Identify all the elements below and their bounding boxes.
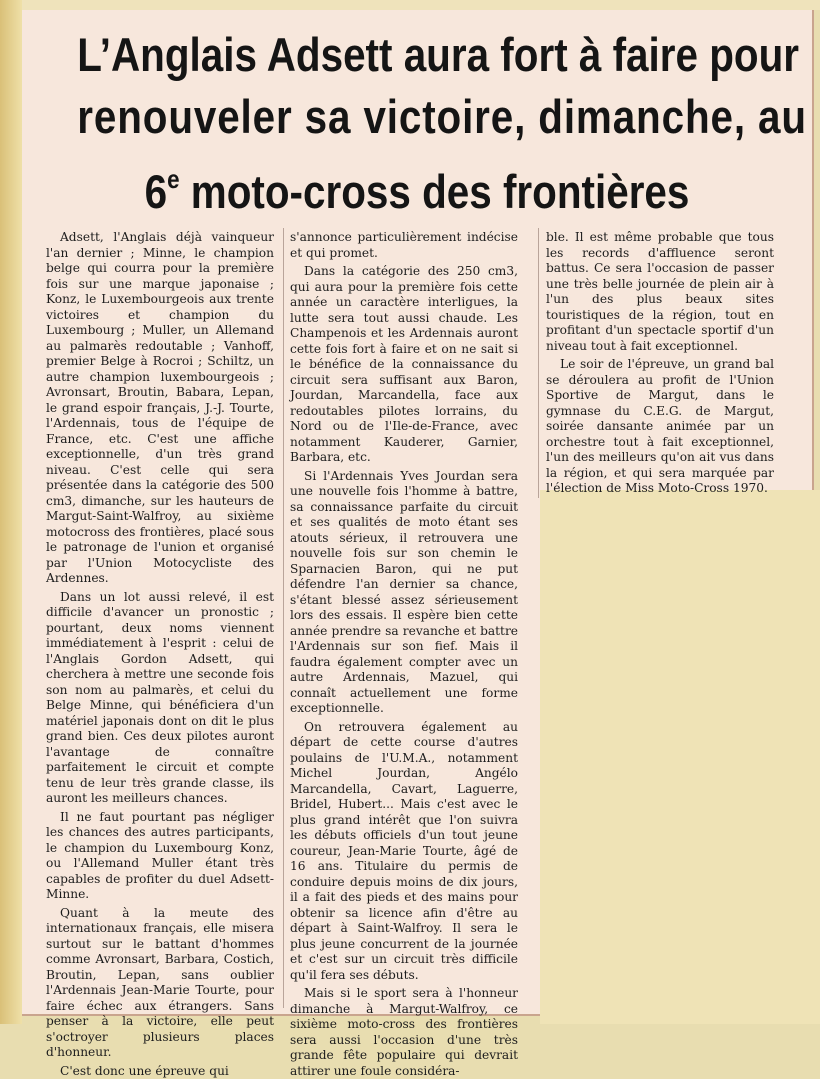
article-column-1 <box>46 230 274 1006</box>
paragraph: Quant à la meute des internationaux français, elle misera surtout sur le battant d'hommes comme Avronsart, Barbara, Costich, Broutin, Lepan, sans oublier l'Ardennais Jean-Marie Tourte, pour faire échec aux étrangers. Sans penser à la victoire, elle peut s'octroyer plusieurs places d'honneur. <box>46 906 274 1061</box>
paragraph: Il ne faut pourtant pas négliger les chances des autres participants, le champion du Luxembourg Konz, ou l'Allemand Muller étant très capables de profiter du duel Adsett-Minne. <box>46 810 274 903</box>
paragraph: Si l'Ardennais Yves Jourdan sera une nouvelle fois l'homme à battre, sa connaissance parfaite du circuit et ses qualités de moto étant ses atouts sérieux, il retrouvera une nouvelle fois sur son chemin le Sparnacien Baron, qui ne put défendre l'an dernier sa chance, s'étant blessé assez sérieusement lors des essais. Il espère bien cette année prendre sa revanche et battre l'Ardennais sur son fief. Mais il faudra également compter avec un autre Ardennais, Mazuel, qui connaît actuellement une forme exceptionnelle. <box>290 469 518 717</box>
headline-number: 6 <box>145 165 167 218</box>
headline-line-1: L’Anglais Adsett aura fort à faire pour <box>77 24 756 86</box>
paragraph: s'annonce particulièrement indécise et qui promet. <box>290 230 518 261</box>
paragraph: ble. Il est même probable que tous les records d'affluence seront battus. Ce sera l'occasion de passer une très belle journée de plein air à l'un des plus beaux sites touristiques de la région, tout en profitant d'un spectacle sportif d'un niveau tout à fait exceptionnel. <box>546 230 774 354</box>
paragraph: C'est donc une épreuve qui <box>46 1064 274 1079</box>
paragraph: Le soir de l'épreuve, un grand bal se déroulera au profit de l'Union Sportive de Margut, dans le gymnase du C.E.G. de Margut, soirée dansante animée par un orchestre tout à fait exceptionnel, l'un des meilleurs qu'on ait vus dans la région, et qui sera marquée par l'élection de Miss Moto-Cross 1970. <box>546 357 774 497</box>
paragraph: Dans la catégorie des 250 cm3, qui aura pour la première fois cette année un caractère interligues, la lutte sera tout aussi chaude. Les Champenois et les Ardennais auront cette fois fort à faire et on ne sait si le bénéfice de la connaissance du circuit sera suffisant aux Baron, Jourdan, Marcandella, face aux redoutables pilotes lorrains, du Nord ou de l'Ile-de-France, avec notamment Kauderer, Garnier, Barbara, etc. <box>290 264 518 466</box>
paragraph: On retrouvera également au départ de cette course d'autres poulains de l'U.M.A., notamment Michel Jourdan, Angélo Marcandella, Cavart, Laguerre, Bridel, Hubert... Mais c'est avec le plus grand intérêt que l'on suivra les débuts officiels d'un tout jeune coureur, Jean-Marie Tourte, âgé de 16 ans. Titulaire du permis de conduire depuis moins de dix jours, il a fait des pieds et des mains pour obtenir sa licence afin d'être au départ à Saint-Walfroy. Il sera le plus jeune concurrent de la journée et c'est sur un circuit très difficile qu'il fera ses débuts. <box>290 720 518 984</box>
paragraph: Dans un lot aussi relevé, il est difficile d'avancer un pronostic ; pourtant, deux noms viennent immédiatement à l'esprit : celui de l'Anglais Gordon Adsett, qui cherchera à mettre une seconde fois son nom au palmarès, et celui du Belge Minne, qui bénéficiera d'un matériel japonais dont on dit le plus grand bien. Ces deux pilotes auront l'avantage de connaître parfaitement le circuit et compte tenu de leur très grande classe, ils auront les meilleurs chances. <box>46 590 274 807</box>
article-column-2 <box>290 230 518 1006</box>
headline <box>22 24 812 223</box>
column-rule <box>283 228 284 1008</box>
column-rule <box>538 228 539 498</box>
headline-line-2: renouveler sa victoire, dimanche, au <box>77 86 756 148</box>
top-page-strip <box>22 0 820 10</box>
paragraph: Adsett, l'Anglais déjà vainqueur l'an dernier ; Minne, le champion belge qui courra pour la première fois sur une marque japonaise ; Konz, le Luxembourgeois aux trente victoires et champion du Luxembourg ; Muller, un Allemand au palmarès redoutable ; Vanhoff, premier Belge à Rocroi ; Schiltz, un autre champion luxembourgeois ; Avronsart, Broutin, Babara, Lepan, le grand espoir français, J.-J. Tourte, l'Ardennais, tous de l'équipe de France, etc. C'est une affiche exceptionnelle, d'un très grand niveau. C'est celle qui sera présentée dans la catégorie des 500 cm3, dimanche, sur les hauteurs de Margut-Saint-Walfroy, au sixième motocross des frontières, placé sous le patronage de l'union et organisé par l'Union Motocycliste des Ardennes. <box>46 230 274 587</box>
blank-corner <box>540 490 820 1024</box>
headline-ordinal: e <box>167 164 179 194</box>
headline-line-3-text: moto-cross des frontières <box>180 165 690 218</box>
scan-margin <box>0 0 22 1024</box>
article-column-3 <box>546 230 774 500</box>
paragraph: Mais si le sport sera à l'honneur dimanche à Margut-Walfroy, ce sixième moto-cross des frontières sera aussi l'occasion d'une très grande fête populaire qui devrait attirer une foule considéra- <box>290 986 518 1079</box>
headline-line-3 <box>77 148 756 223</box>
